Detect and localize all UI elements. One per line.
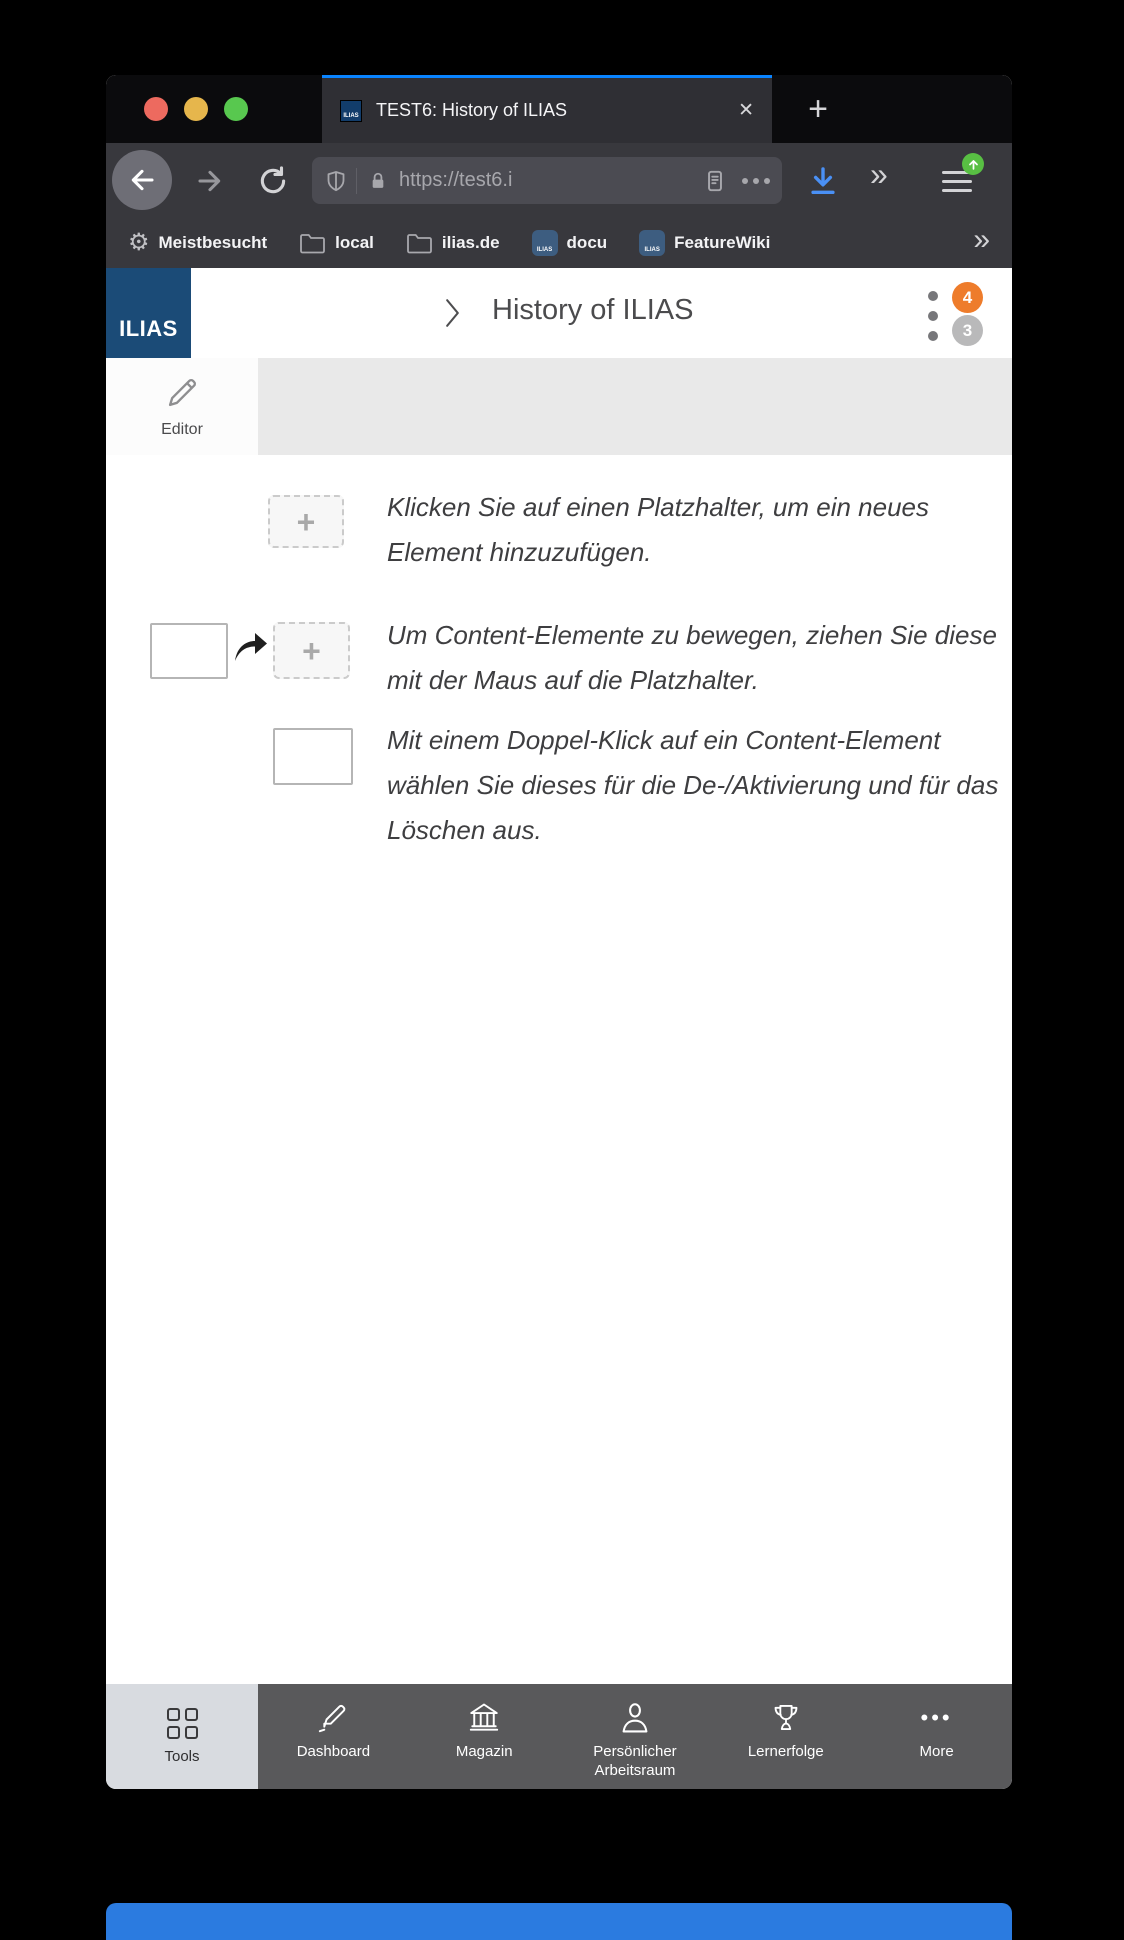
url-bar[interactable] xyxy=(312,157,782,204)
plus-icon: + xyxy=(302,632,321,669)
new-tab-button[interactable]: + xyxy=(808,89,828,128)
instruction-move-element: Um Content-Elemente zu bewegen, ziehen Sie diese mit der Maus auf die Platzhalter. xyxy=(387,620,997,695)
ilias-favicon: ILIAS xyxy=(340,100,362,122)
traffic-lights xyxy=(144,97,248,121)
drop-placeholder[interactable] xyxy=(273,622,350,679)
ilias-favicon: ILIAS xyxy=(532,230,558,256)
content-element-box[interactable] xyxy=(150,623,228,679)
bookmark-label: ilias.de xyxy=(441,233,500,252)
pencil-icon xyxy=(163,374,201,412)
page-editor-content xyxy=(106,455,1012,1684)
footer-label: Tools xyxy=(164,1748,200,1765)
more-dots-icon: ••• xyxy=(920,1705,953,1730)
footer-label: More xyxy=(919,1743,954,1760)
update-arrow-icon xyxy=(967,158,980,171)
bookmark-docu[interactable] xyxy=(532,230,608,256)
move-arrow-icon xyxy=(232,631,270,665)
instruction-select-element: Mit einem Doppel-Klick auf ein Content-Element wählen Sie dieses für die De-/Aktivierung und für das Löschen aus. xyxy=(387,725,999,845)
more-actions-button[interactable] xyxy=(926,268,940,358)
footer-item-magazin[interactable] xyxy=(409,1684,560,1789)
ilias-header xyxy=(106,268,1012,358)
add-element-placeholder[interactable] xyxy=(268,495,344,548)
mobile-footer-toolbar xyxy=(106,1684,1012,1789)
hamburger-icon xyxy=(942,171,972,198)
footer-label: Persönlicher Arbeitsraum xyxy=(593,1743,677,1779)
url-separator xyxy=(356,168,357,194)
bookmarks-bar xyxy=(106,218,1012,268)
folder-icon xyxy=(406,232,433,254)
notification-badge-orange[interactable]: 4 xyxy=(952,282,983,313)
bookmark-label: docu xyxy=(566,233,608,252)
app-menu-button[interactable] xyxy=(938,161,978,201)
content-element-box[interactable] xyxy=(273,728,353,785)
person-icon xyxy=(616,1699,654,1737)
editor-tab-label: Editor xyxy=(161,421,203,438)
bookmark-local[interactable] xyxy=(299,232,374,254)
tab-editor[interactable] xyxy=(106,358,258,455)
forward-arrow-icon xyxy=(194,165,226,197)
browser-tab[interactable] xyxy=(322,75,772,143)
back-button[interactable] xyxy=(112,150,172,210)
lock-icon[interactable] xyxy=(367,169,389,193)
tools-grid-icon xyxy=(167,1708,198,1739)
instruction-add-element: Klicken Sie auf einen Platzhalter, um ein neues Element hinzuzufügen. xyxy=(387,492,930,567)
bookmark-featurewiki[interactable] xyxy=(639,230,770,256)
footer-item-lernerfolge[interactable] xyxy=(710,1684,861,1789)
footer-item-arbeitsraum[interactable] xyxy=(560,1684,711,1789)
reload-button[interactable] xyxy=(256,164,290,198)
tab-close-icon[interactable]: ✕ xyxy=(738,100,754,121)
download-icon xyxy=(806,164,840,198)
reader-view-icon[interactable] xyxy=(702,167,728,195)
tab-strip xyxy=(106,75,1012,143)
tool-slate xyxy=(106,358,1012,455)
reload-icon xyxy=(256,164,290,198)
ilias-favicon: ILIAS xyxy=(639,230,665,256)
footer-label: Magazin xyxy=(455,1743,513,1760)
footer-label: Lernerfolge xyxy=(747,1743,824,1760)
page-title: History of ILIAS xyxy=(492,294,694,326)
tab-title: TEST6: History of ILIAS xyxy=(376,100,568,120)
footer-item-tools[interactable] xyxy=(106,1684,258,1789)
forward-button[interactable] xyxy=(194,165,226,197)
bookmark-ilias-de[interactable] xyxy=(406,232,500,254)
repository-building-icon xyxy=(466,1700,502,1736)
dashboard-pen-icon xyxy=(315,1700,351,1736)
footer-item-dashboard[interactable] xyxy=(258,1684,409,1789)
bookmark-label: Meistbesucht xyxy=(158,233,268,252)
shield-icon[interactable] xyxy=(324,168,348,194)
bookmark-label: FeatureWiki xyxy=(674,233,771,252)
plus-icon: + xyxy=(296,503,316,540)
navigation-toolbar xyxy=(106,143,1012,218)
toolbar-overflow-button[interactable]: » xyxy=(870,156,888,192)
browser-window xyxy=(106,75,1012,1789)
bookmarks-overflow-button[interactable]: » xyxy=(973,223,990,256)
breadcrumb-chevron-icon xyxy=(444,296,461,330)
notification-badge-gray[interactable]: 3 xyxy=(952,315,983,346)
update-available-badge xyxy=(962,153,984,175)
back-arrow-icon xyxy=(126,164,158,196)
footer-item-more[interactable] xyxy=(861,1684,1012,1789)
bookmark-meistbesucht[interactable] xyxy=(128,231,267,255)
bookmark-label: local xyxy=(335,233,374,252)
page-actions-icon[interactable] xyxy=(742,178,770,184)
close-window-button[interactable] xyxy=(144,97,168,121)
trophy-icon xyxy=(769,1701,803,1735)
downloads-button[interactable] xyxy=(806,164,840,198)
ilias-logo[interactable]: ILIAS xyxy=(106,268,191,358)
folder-icon xyxy=(299,232,326,254)
footer-label: Dashboard xyxy=(296,1743,371,1760)
gear-icon: ⚙ xyxy=(128,229,150,256)
minimize-window-button[interactable] xyxy=(184,97,208,121)
background-window-strip xyxy=(106,1903,1012,1940)
url-input[interactable]: https://test6.i xyxy=(399,169,702,192)
zoom-window-button[interactable] xyxy=(224,97,248,121)
